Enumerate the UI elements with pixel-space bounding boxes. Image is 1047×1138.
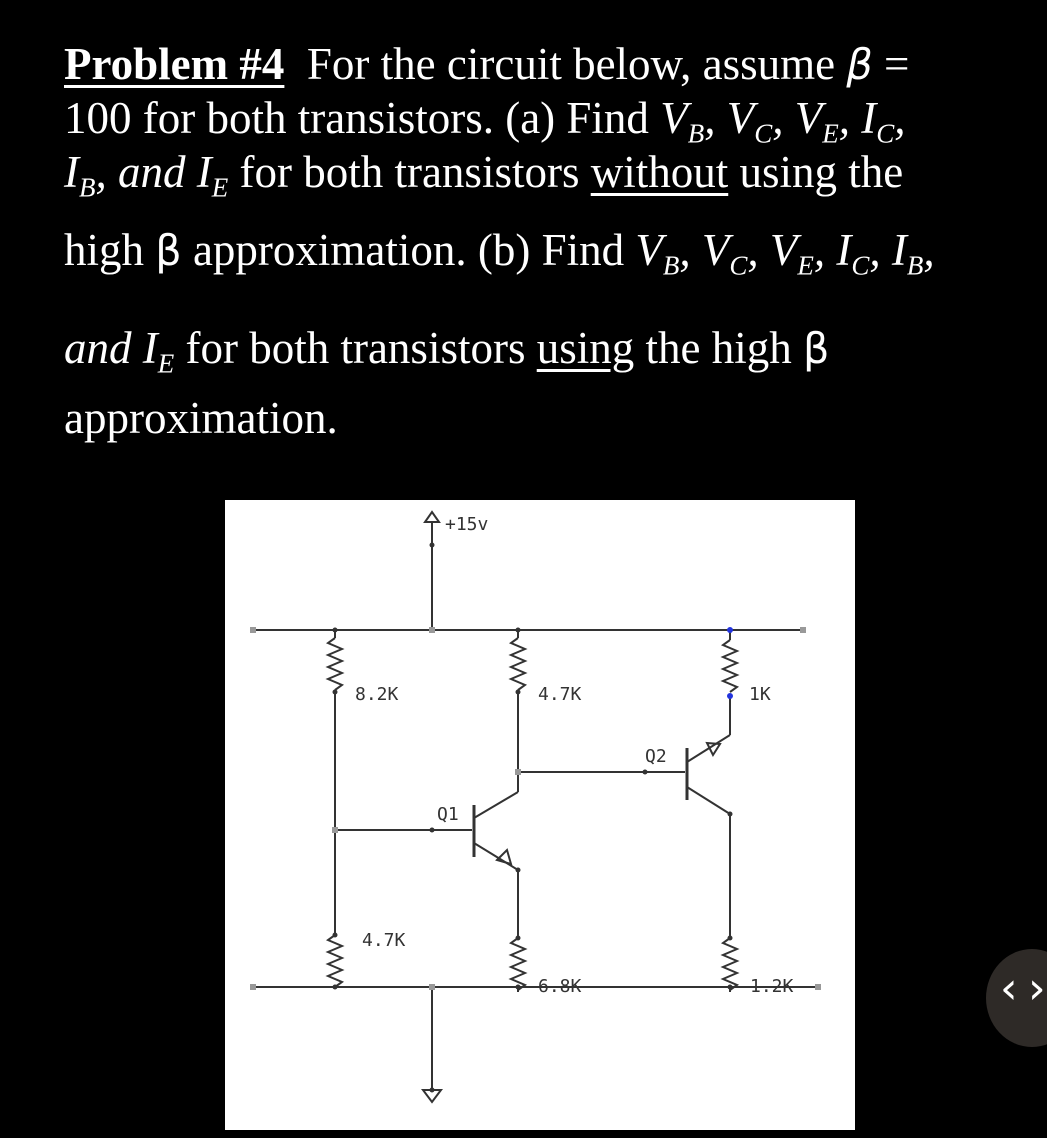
chevron-left-icon[interactable]: ‹ — [1000, 963, 1018, 1014]
label-rc1: 4.7K — [538, 684, 582, 705]
label-re2: 1K — [749, 684, 771, 705]
problem-line-3: $I_B$, and $I_E$ for both transistors without using the — [64, 147, 904, 203]
resistor-r1 — [328, 638, 342, 690]
label-rc2: 1.2K — [750, 976, 794, 997]
q2-collector-leg — [687, 787, 730, 814]
problem-heading: Problem #4 — [64, 39, 285, 89]
problem-line-4: high β approximation. (b) Find $V_B$, $V_C$, $V_E$, $I_C$, $I_B$, — [64, 225, 935, 281]
q1-emitter-leg — [474, 843, 518, 870]
circuit-diagram — [225, 500, 855, 1130]
q2-emitter-leg — [687, 735, 730, 762]
resistor-re1 — [511, 938, 525, 990]
wires — [253, 512, 818, 1102]
emphasis-using: using — [536, 323, 635, 373]
page-nav-button[interactable] — [986, 949, 1047, 1047]
resistor-rc1 — [511, 638, 525, 690]
q1-collector-leg — [474, 792, 518, 818]
label-r2: 4.7K — [362, 930, 406, 951]
q1-emitter-arrow-icon — [497, 850, 511, 864]
circuit-schematic — [225, 500, 855, 1130]
problem-line-2: 100 for both transistors. (a) Find $V_B$, $V_C$, $V_E$, $I_C$, — [64, 93, 906, 149]
chevron-right-icon[interactable]: › — [1028, 963, 1046, 1014]
resistor-rc2 — [723, 938, 737, 990]
label-r1: 8.2K — [355, 684, 399, 705]
problem-line-1: Problem #4 For the circuit below, assume β = — [64, 39, 910, 89]
emphasis-without: without — [590, 147, 729, 197]
supply-arrow-icon — [425, 512, 439, 522]
label-re1: 6.8K — [538, 976, 582, 997]
resistor-re2 — [723, 640, 737, 692]
problem-line-5: and $I_E$ for both transistors using the high β — [64, 323, 830, 379]
label-q2: Q2 — [645, 746, 667, 767]
problem-line-6: approximation. — [64, 393, 338, 443]
label-q1: Q1 — [437, 804, 459, 825]
resistor-r2 — [328, 935, 342, 987]
junction-dots — [333, 543, 733, 1093]
supply-label: +15v — [445, 514, 489, 535]
